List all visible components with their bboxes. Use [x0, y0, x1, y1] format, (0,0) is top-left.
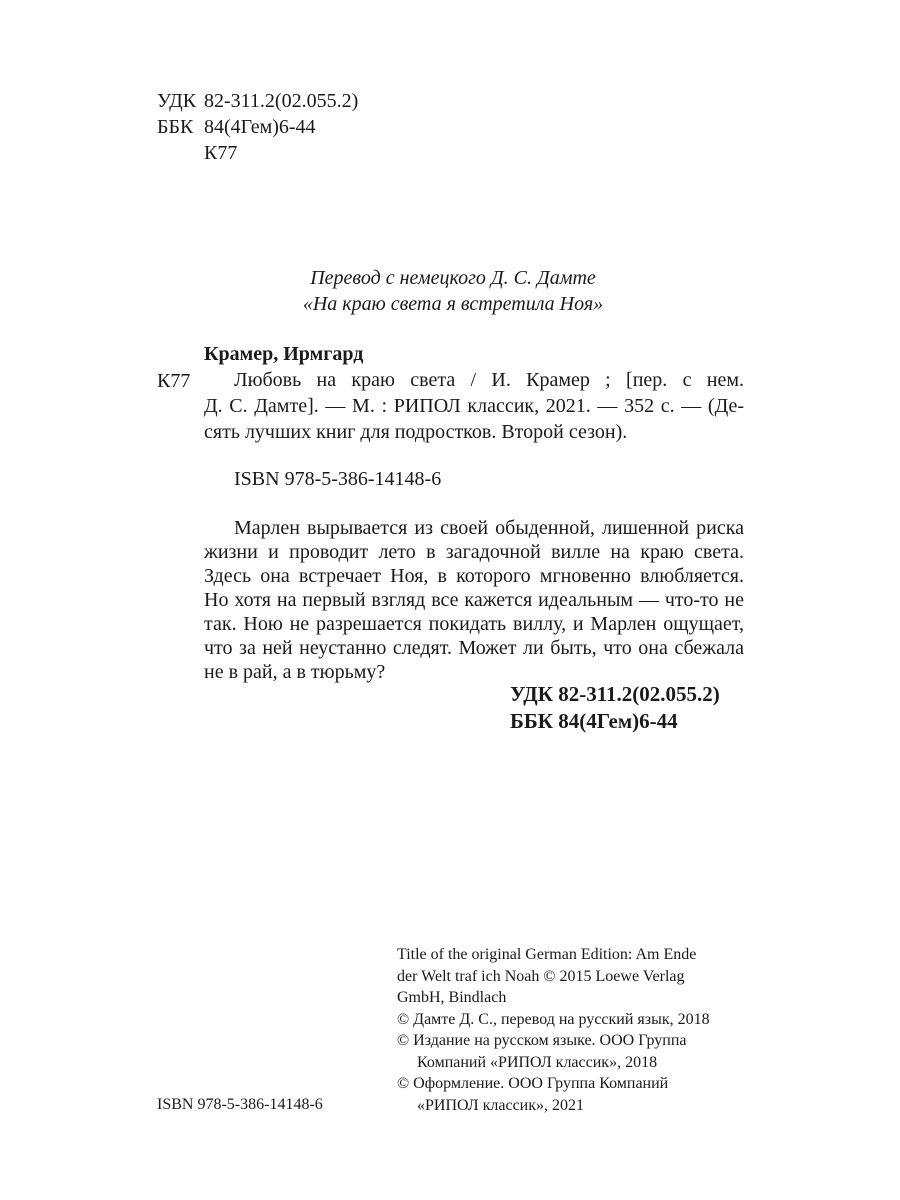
footer-isbn: ISBN 978-5-386-14148-6 — [157, 1096, 323, 1113]
annotation — [204, 516, 744, 684]
copyright-line: © Оформление. ООО Группа Компаний — [397, 1075, 669, 1092]
annotation-line: что за ней неустанно следят. Может ли быть, что она сбежала — [204, 637, 744, 659]
biblio-line: Любовь на краю света / И. Крамер ; [пер. с нем. — [234, 369, 744, 391]
copyright-line: © Дамте Д. С., перевод на русский язык, 2018 — [397, 1010, 710, 1028]
annotation-line: Но хотя на первый взгляд все кажется идеальным — что-то не — [204, 589, 744, 611]
bbk-value: 84(4Гем)6-44 — [204, 116, 316, 138]
copyright-line: © Издание на русском языке. ООО Группа — [397, 1032, 687, 1049]
copyright-line: GmbH, Bindlach — [397, 989, 507, 1006]
udk-value: 82-311.2(02.055.2) — [204, 90, 359, 112]
copyright-block — [397, 944, 757, 1116]
translator-line: Перевод с немецкого Д. С. Дамте — [310, 267, 596, 289]
annotation-line: так. Ною не разрешается покидать виллу, и Марлен ощущает, — [204, 613, 744, 635]
annotation-line: Марлен вырывается из своей обыденной, лишенной риска — [234, 517, 744, 539]
copyright-line: Компаний «РИПОЛ классик», 2018 — [417, 1053, 658, 1071]
udk-label: УДК — [157, 90, 197, 112]
record-author: Крамер, Ирмгард — [204, 343, 364, 365]
annotation-line: не в рай, а в тюрьму? — [204, 661, 386, 683]
biblio-line: сять лучших книг для подростков. Второй сезон). — [204, 421, 628, 443]
author-mark: К77 — [204, 142, 238, 164]
udk-row — [157, 88, 358, 114]
copyright-line: Title of the original German Edition: Am Ende — [397, 946, 697, 963]
author-mark-row — [157, 140, 237, 166]
bbk-label: ББК — [157, 116, 194, 138]
annotation-line: жизни и проводит лето в загадочной вилле на краю света. — [204, 541, 744, 563]
biblio-line: Д. С. Дамте]. — М. : РИПОЛ классик, 2021. — 352 с. — (Де- — [204, 395, 744, 417]
udk-bold: УДК 82-311.2(02.055.2) — [510, 682, 720, 706]
annotation-line: Здесь она встречает Ноя, в которого мгновенно влюбляется. — [204, 565, 744, 587]
copyright-line: der Welt traf ich Noah © 2015 Loewe Verlag — [397, 967, 685, 985]
original-title-line: «На краю света я встретила Ноя» — [302, 293, 604, 315]
bbk-bold: ББК 84(4Гем)6-44 — [510, 709, 678, 733]
bibliographic-record — [204, 367, 744, 445]
bbk-row — [157, 114, 316, 140]
copyright-line: «РИПОЛ классик», 2021 — [417, 1096, 585, 1114]
record-catalog-code: К77 — [157, 370, 191, 392]
record-isbn: ISBN 978-5-386-14148-6 — [234, 468, 442, 490]
